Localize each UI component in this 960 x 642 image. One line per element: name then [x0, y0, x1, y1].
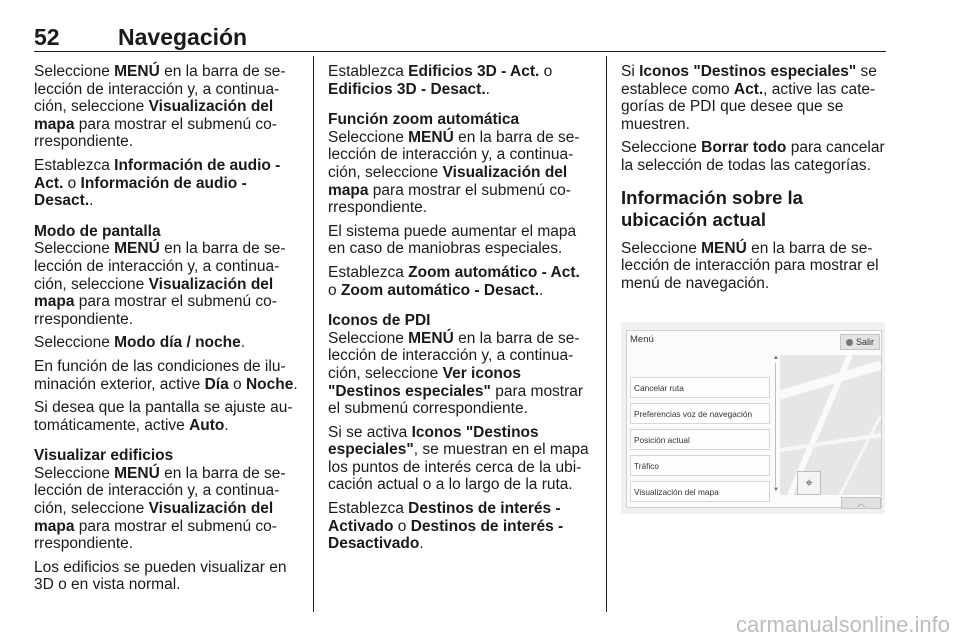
watermark: carmanualsonline.info [735, 612, 950, 637]
menu-item-trafico[interactable]: Tráfico [630, 455, 770, 476]
paragraph: Seleccione Borrar todo para cancelar la selección de todas las categorías. [621, 139, 885, 174]
section-heading-zoom: Función zoom automática [328, 111, 520, 129]
paragraph: Establezca Información de audio - Act. o Información de audio - Desact.. [34, 156, 281, 210]
menu-item-preferencias-voz[interactable]: Preferencias voz de navegación [630, 403, 770, 424]
menu-panel [626, 330, 882, 508]
page-header [34, 24, 886, 52]
menu-item-cancelar-ruta[interactable]: Cancelar ruta [630, 377, 770, 398]
menu-item-visualizacion-mapa[interactable]: Visualización del mapa [630, 481, 770, 502]
paragraph: Seleccione MENÚ en la barra de se-lección de interacción y, a continua-ción, seleccione Visualización del mapa para mostrar el submenú co-rrespondiente. [34, 63, 286, 151]
paragraph: Establezca Destinos de interés - Activado o Destinos de interés - Desactivado. [328, 500, 564, 553]
paragraph: Seleccione MENÚ en la barra de se-lección de interacción y, a continua-ción, seleccione Visualización del mapa para mostrar el submenú co-rrespondiente. [34, 464, 286, 553]
section-heading-modo-pantalla: Modo de pantalla [34, 222, 161, 240]
column-2 [328, 63, 592, 559]
menu-title: Menú [630, 334, 654, 345]
expand-button[interactable] [841, 497, 881, 509]
page-number: 52 [34, 24, 60, 50]
paragraph: Los edificios se pueden visualizar en 3D o en vista normal. [34, 558, 287, 594]
paragraph: El sistema puede aumentar el mapa en caso de maniobras especiales. [328, 222, 577, 258]
column-1 [34, 63, 304, 600]
exit-button[interactable] [840, 334, 880, 350]
paragraph: En función de las condiciones de ilu-minación exterior, active Día o Noche. [34, 357, 298, 393]
section-heading-visualizar-edificios: Visualizar edificios [34, 447, 174, 465]
column-3 [621, 63, 887, 298]
menu-item-posicion-actual[interactable]: Posición actual [630, 429, 770, 450]
scroll-down-icon: ▼ [773, 487, 779, 493]
paragraph: Seleccione MENÚ en la barra de se-lección de interacción y, a continua-ción, seleccione Visualización del mapa para mostrar el submenú co-rrespondiente. [34, 240, 286, 328]
header-divider [34, 51, 886, 52]
menu-screenshot [621, 322, 885, 514]
paragraph: Seleccione MENÚ en la barra de se-lección de interacción para mostrar el menú de navegación. [621, 239, 879, 292]
paragraph: Si se activa Iconos "Destinos especiales", se muestran en el mapa los puntos de interés cerca de la ubi-cación actual o a lo largo de la ruta. [328, 423, 589, 494]
exit-icon [846, 339, 853, 346]
paragraph: Seleccione MENÚ en la barra de se-lección de interacción y, a continua-ción, seleccione Visualización del mapa para mostrar el submenú co-rrespondiente. [328, 128, 580, 217]
chevron-up-icon: ︿ [857, 498, 865, 508]
locate-button[interactable] [797, 471, 821, 495]
column-divider-1 [313, 56, 314, 612]
crosshair-icon: ⌖ [805, 475, 813, 490]
column-divider-2 [606, 56, 607, 612]
paragraph: Establezca Edificios 3D - Act. o Edificios 3D - Desact.. [328, 63, 553, 98]
paragraph: Seleccione Modo día / noche. [34, 334, 246, 352]
paragraph: Establezca Zoom automático - Act. o Zoom automático - Desact.. [328, 263, 580, 299]
map-preview [780, 355, 881, 495]
exit-label: Salir [855, 337, 874, 347]
paragraph: Si desea que la pantalla se ajuste au-tomáticamente, active Auto. [34, 399, 293, 434]
section-heading-iconos-pdi: Iconos de PDI [328, 312, 431, 330]
page-title: Navegación [118, 24, 248, 50]
paragraph: Si Iconos "Destinos especiales" se establece como Act., active las cate-gorías de PDI que desee que se muestren. [621, 63, 877, 133]
section-heading-informacion-ubicacion: Información sobre la ubicación actual [621, 186, 803, 230]
paragraph: Seleccione MENÚ en la barra de se-lección de interacción y, a continua-ción, seleccione Ver iconos "Destinos especiales" para mostrar el submenú correspondiente. [328, 329, 584, 418]
scroll-up-icon: ▲ [773, 355, 779, 361]
scroll-track [775, 363, 776, 487]
scrollbar[interactable] [773, 355, 778, 495]
map-roads-graphic [780, 355, 881, 495]
